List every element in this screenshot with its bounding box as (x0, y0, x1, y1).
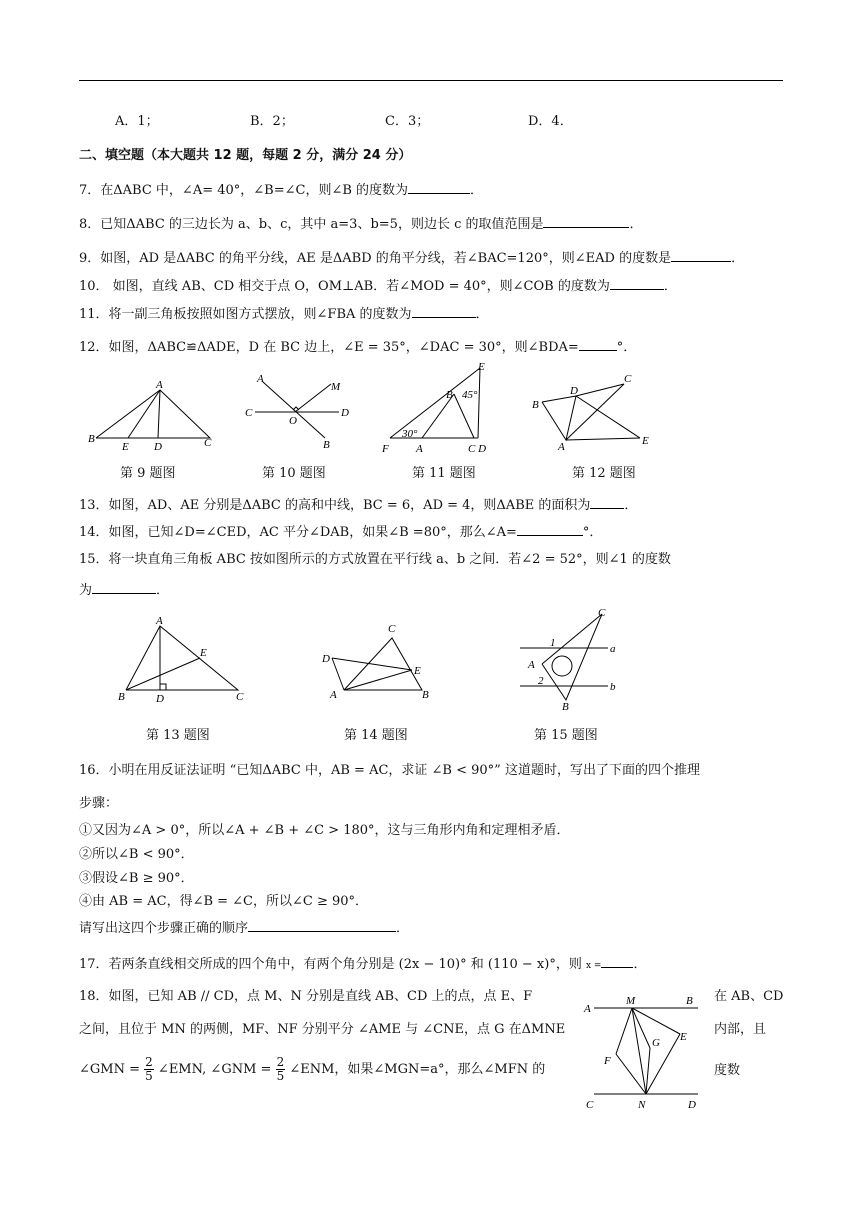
f10-label-b: B (323, 439, 330, 451)
f11-label-cd: C D (468, 443, 487, 455)
f13-label-d: D (156, 693, 164, 705)
f18-label-d: D (688, 1099, 696, 1111)
figure-12 (528, 372, 653, 452)
f10-label-m: M (331, 381, 341, 393)
figure-14 (318, 620, 438, 705)
f10-label-o: O (289, 415, 297, 427)
f11-label-45: 45° (462, 389, 478, 401)
question-8: 8．已知ΔABC 的三边长为 a、b、c，其中 a=3、b=5，则边长 c 的取值范围是 ． (79, 217, 643, 232)
question-16-line2: 步骤： (79, 796, 119, 811)
f11-label-30: 30° (402, 428, 418, 440)
step-1: ①又因为∠A > 0°，所以∠A + ∠B + ∠C > 180°，这与三角形内角和定理相矛盾． (79, 823, 570, 838)
question-9: 9．如图，AD 是ΔABC 的角平分线，AE 是ΔABD 的角平分线，若∠BAC=120°，则∠EAD 的度数是 ． (79, 251, 745, 266)
f18-label-n: N (638, 1099, 646, 1111)
caption-fig9: 第 9 题图 (120, 466, 176, 481)
f13-label-c: C (236, 691, 244, 703)
f9-label-c: C (204, 437, 212, 449)
option-c: C．3； (385, 114, 430, 129)
caption-fig15: 第 15 题图 (534, 728, 598, 743)
f11-label-f: F (382, 443, 389, 455)
question-18-line3: ∠GMN = $\frac{2}{5}$ ∠EMN, ∠GNM = $\frac{2}{5}$ ∠ENM，如果∠MGN=a°，那么∠MFN 的 (79, 1055, 546, 1083)
f15-label-2: 2 (538, 675, 544, 687)
figure-10 (243, 372, 358, 452)
f9-label-b: B (88, 433, 95, 445)
f11-label-b: B (446, 389, 453, 401)
step-2: ②所以∠B < 90°． (79, 847, 194, 862)
section-heading: 二、填空题（本大题共 12 题，每题 2 分，满分 24 分） (79, 148, 412, 163)
f18-label-c: C (586, 1099, 594, 1111)
f15-label-1: 1 (550, 637, 556, 649)
caption-fig10: 第 10 题图 (262, 466, 326, 481)
f18-label-g: G (652, 1037, 660, 1049)
question-7: 7．在ΔABC 中，∠A= 40°，∠B=∠C，则∠B 的度数为 ． (79, 183, 484, 198)
caption-fig11: 第 11 题图 (412, 466, 476, 481)
f14-label-c: C (388, 623, 396, 635)
f18-label-e: E (680, 1031, 687, 1043)
f15-label-big-b: B (562, 701, 569, 713)
f18-label-a: A (584, 1003, 591, 1015)
f10-label-d: D (341, 407, 349, 419)
question-11: 11．将一副三角板按照如图方式摆放，则∠FBA 的度数为 ． (79, 307, 489, 322)
f15-label-a: a (610, 643, 616, 655)
f12-label-a: A (558, 441, 565, 453)
question-15-line1: 15．将一块直角三角板 ABC 按如图所示的方式放置在平行线 a、b 之间．若∠2 = 52°，则∠1 的度数 (79, 552, 671, 567)
caption-fig14: 第 14 题图 (344, 728, 408, 743)
f18-label-f: F (604, 1055, 611, 1067)
f11-label-e: E (478, 361, 485, 373)
f13-label-a: A (156, 615, 163, 627)
fraction-2-5: $\frac{2}{5}$ (145, 1055, 153, 1083)
figure-15 (512, 607, 622, 713)
f12-label-e: E (642, 435, 649, 447)
f9-label-e: E (122, 441, 129, 453)
figure-9 (88, 378, 218, 453)
option-b: B．2； (250, 114, 294, 129)
f12-label-c: C (624, 373, 632, 385)
f14-label-a: A (330, 689, 337, 701)
f18-label-b: B (686, 995, 693, 1007)
figure-11 (378, 362, 493, 457)
header-rule (79, 80, 783, 81)
question-18-line2-right: 内部，且 (714, 1022, 767, 1037)
step-3: ③假设∠B ≥ 90°． (79, 871, 194, 886)
question-14: 14．如图，已知∠D=∠CED，AC 平分∠DAB，如果∠B =80°，那么∠A= °． (79, 525, 603, 540)
f9-label-d: D (154, 441, 162, 453)
f14-label-e: E (414, 665, 421, 677)
question-18-line3-right: 度数 (714, 1063, 741, 1078)
question-12: 12．如图，ΔABC≌ΔADE，D 在 BC 边上，∠E = 35°，∠DAC = 30°，则∠BDA= °． (79, 340, 637, 355)
f12-label-b: B (532, 399, 539, 411)
f11-label-a: A (416, 443, 423, 455)
question-13: 13．如图，AD、AE 分别是ΔABC 的高和中线，BC = 6，AD = 4，则ΔABE 的面积为 ． (79, 498, 638, 513)
question-17: 17．若两条直线相交所成的四个角中，有两个角分别是 (2x − 10)° 和 (110 − x)°，则 x = ． (79, 957, 647, 972)
f9-label-a: A (156, 379, 163, 391)
f15-label-b: b (610, 681, 616, 693)
f10-label-c: C (245, 407, 253, 419)
question-18-line2: 之间，且位于 MN 的两侧，MF、NF 分别平分 ∠AME 与 ∠CNE，点 G 在ΔMNE (79, 1022, 566, 1037)
f14-label-d: D (322, 653, 330, 665)
question-16-line1: 16．小明在用反证法证明 “已知ΔABC 中，AB = AC，求证 ∠B < 90°” 这道题时，写出了下面的四个推理 (79, 763, 700, 778)
f10-label-a: A (257, 373, 264, 385)
caption-fig12: 第 12 题图 (572, 466, 636, 481)
f15-label-c: C (598, 607, 606, 619)
question-18-line1-right: 在 AB、CD (714, 989, 784, 1004)
figure-13 (118, 614, 248, 706)
question-18-line1: 18．如图，已知 AB // CD，点 M、N 分别是直线 AB、CD 上的点，点 E、F (79, 989, 533, 1004)
option-d: D．4． (528, 114, 573, 129)
figure-18 (580, 988, 705, 1116)
f14-label-b: B (422, 689, 429, 701)
question-10: 10． 如图，直线 AB、CD 相交于点 O，OM⊥AB．若∠MOD = 40°，则∠COB 的度数为 ． (79, 279, 677, 294)
f18-label-m: M (626, 995, 636, 1007)
question-15-line2: 为 ． (79, 583, 170, 598)
f13-label-e: E (200, 647, 207, 659)
option-a: A．1； (115, 114, 159, 129)
f15-label-big-a: A (528, 659, 535, 671)
caption-fig13: 第 13 题图 (146, 728, 210, 743)
f13-label-b: B (118, 691, 125, 703)
step-4: ④由 AB = AC，得∠B = ∠C，所以∠C ≥ 90°． (79, 894, 369, 909)
fraction-2-5-second: $\frac{2}{5}$ (276, 1055, 285, 1083)
question-16-ask: 请写出这四个步骤正确的顺序 ． (79, 921, 410, 936)
f12-label-d: D (570, 385, 578, 397)
